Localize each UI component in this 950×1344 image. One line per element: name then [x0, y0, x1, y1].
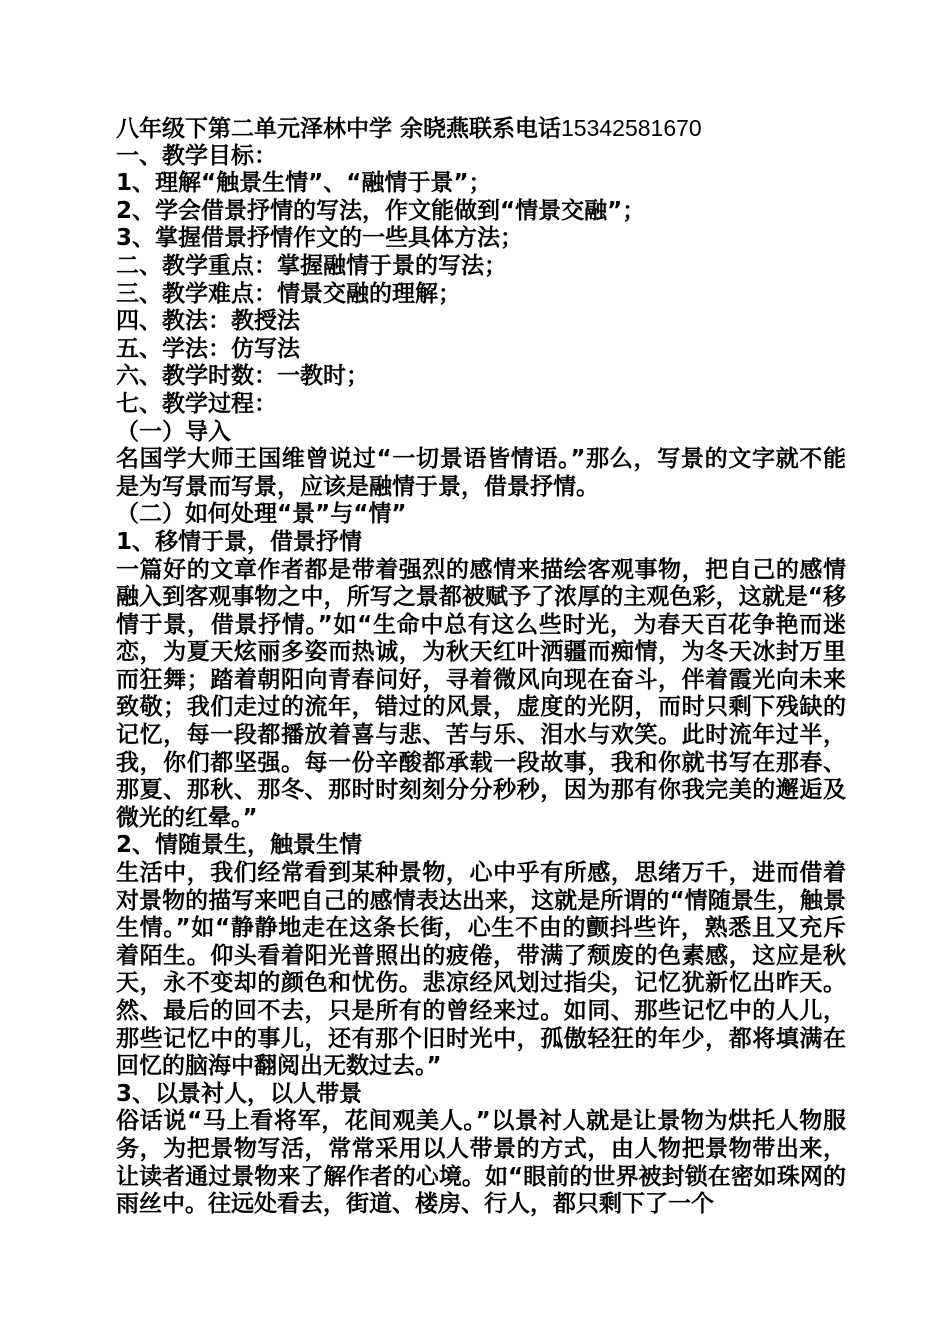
objective-item: 2、学会借景抒情的写法，作文能做到“情景交融”；	[116, 197, 646, 224]
section-intro-title: （一）导入	[116, 418, 231, 445]
subsection-1-body: 一篇好的文章作者都是带着强烈的感情来描绘客观事物，把自己的感情融入到客观事物之中，所写之景都被赋予了浓厚的主观色彩，这就是“移情于景，借景抒情。”如“生命中总有这么些时光，为春天百花争艳而迷恋，为夏天炫丽多姿而热诚，为秋天红叶洒疆而痴情，为冬天冰封万里而狂舞；踏着朝阳向青春问好，寻着微风向现在奋斗，伴着霞光向未来致敬；我们走过的流年，错过的风景，虚度的光阴，而时只剩下残缺的记忆，每一段都播放着喜与悲、苦与乐、泪水与欢笑。此时流年过半，我，你们都坚强。每一份辛酸都承载一段故事，我和你就书写在那春、那夏、那秋、那冬、那时时刻刻分分秒秒，因为那有你我完美的邂逅及微光的红晕。”	[116, 556, 846, 831]
header-title: 八年级下第二单元泽林中学 余晓燕联系电话	[116, 116, 562, 142]
intro-paragraph: 名国学大师王国维曾说过“一切景语皆情语。”那么，写景的文字就不能是为写景而写景，应该是融情于景，借景抒情。	[116, 446, 846, 500]
subsection-1-title: 1、移情于景，借景抒情	[116, 528, 363, 555]
objective-item: 3、掌握借景抒情作文的一些具体方法；	[116, 225, 524, 252]
heading-class-hours: 六、教学时数：一教时；	[116, 363, 369, 390]
heading-process: 七、教学过程：	[116, 390, 277, 417]
subsection-2-body: 生活中，我们经常看到某种景物，心中乎有所感，思绪万千，进而借着对景物的描写来吧自己的感情表达出来，这就是所谓的“情随景生，触景生情。”如“静静地走在这条长街，心生不由的颤抖些许，熟悉且又充斥着陌生。仰头看着阳光普照出的疲倦，带满了颓废的色素感，这应是秋天，永不变却的颜色和忧伤。悲凉经风划过指尖，记忆犹新忆出昨天。然、最后的回不去，只是所有的曾经来过。如同、那些记忆中的人儿，那些记忆中的事儿，还有那个旧时光中，孤傲轻狂的年少，都将填满在回忆的脑海中翻阅出无数过去。”	[116, 860, 846, 1080]
subsection-2-title: 2、情随景生，触景生情	[116, 832, 363, 859]
objective-item: 1、理解“触景生情”、“融情于景”；	[116, 170, 492, 197]
heading-difficulties: 三、教学难点：情景交融的理解；	[116, 280, 461, 307]
heading-key-points: 二、教学重点：掌握融情于景的写法；	[116, 252, 507, 279]
document-body	[116, 115, 846, 1219]
section-2-title: （二）如何处理“景”与“情”	[116, 501, 407, 528]
document-header	[116, 115, 846, 143]
subsection-3-title: 3、以景衬人，以人带景	[116, 1080, 363, 1107]
header-phone: 15342581670	[561, 115, 702, 141]
heading-teaching-method: 四、教法：教授法	[116, 308, 300, 335]
heading-objectives: 一、教学目标：	[116, 142, 277, 169]
heading-learning-method: 五、学法：仿写法	[116, 335, 300, 362]
subsection-3-body: 俗话说“马上看将军，花间观美人。”以景衬人就是让景物为烘托人物服务，为把景物写活，常常采用以人带景的方式，由人物把景物带出来，让读者通过景物来了解作者的心境。如“眼前的世界被封锁在密如珠网的雨丝中。往远处看去，街道、楼房、行人，都只剩下了一个	[116, 1108, 846, 1218]
